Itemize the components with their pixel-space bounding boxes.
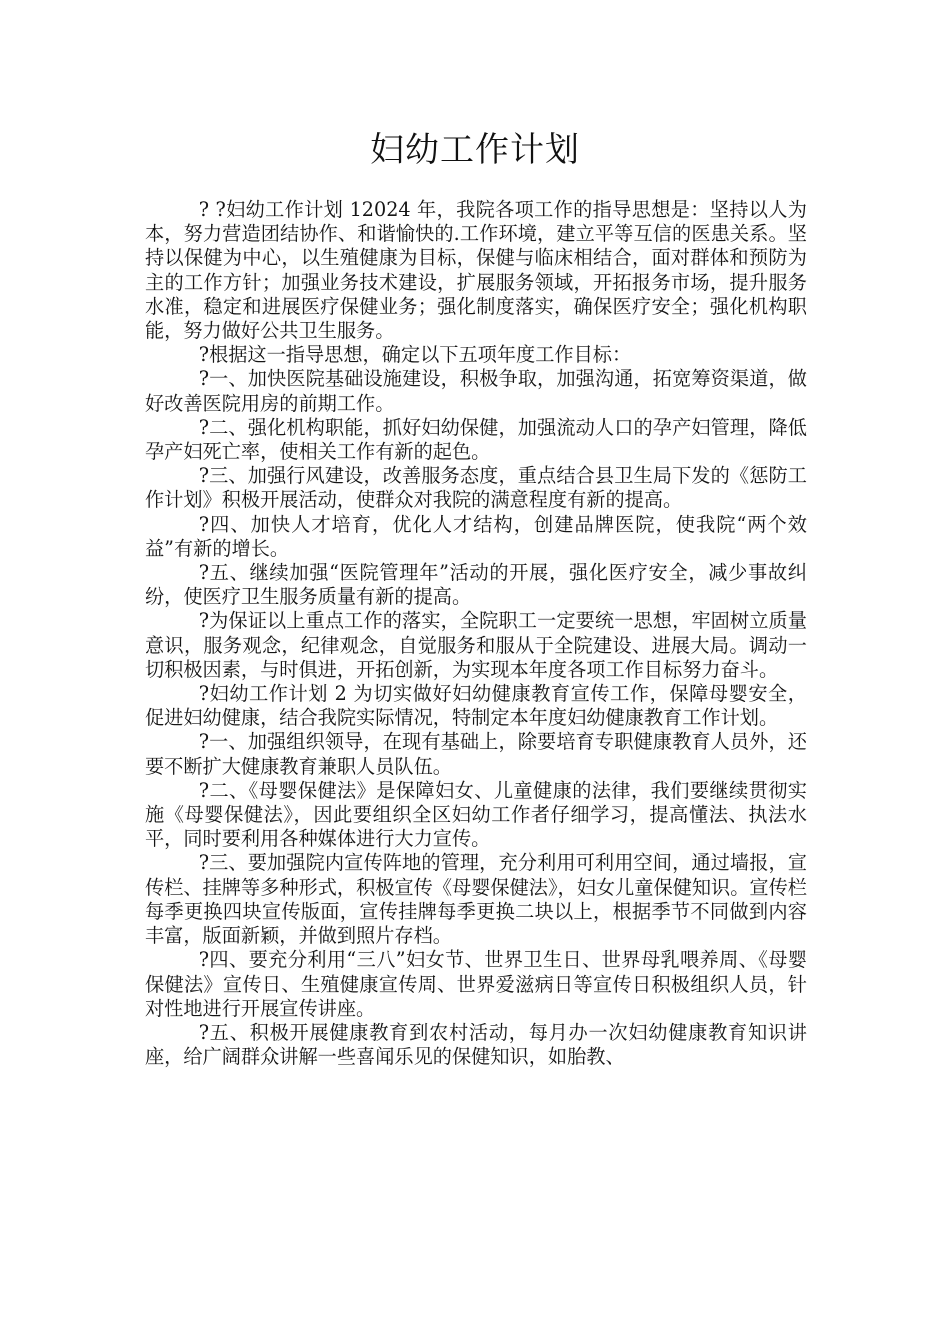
body-paragraph: ?二、《母婴保健法》是保障妇女、儿童健康的法律，我们要继续贯彻实施《母婴保健法》，因此要组织全区妇幼工作者仔细学习，提高懂法、执法水平，同时要利用各种媒体进行大力宣传。 — [145, 778, 807, 851]
body-paragraph: ?根据这一指导思想，确定以下五项年度工作目标： — [198, 343, 632, 367]
body-paragraph: ?四、加快人才培育，优化人才结构，创建品牌医院，使我院“两个效益”有新的增长。 — [145, 512, 807, 560]
body-paragraph: ?为保证以上重点工作的落实，全院职工一定要统一思想，牢固树立质量意识，服务观念，纪律观念，自觉服务和服从于全院建设、进展大局。调动一切积极因素，与时俱进，开拓创新，为实现本年度各项工作目标努力奋斗。 — [145, 609, 807, 681]
document-title: 妇幼工作计划 — [370, 130, 580, 170]
body-paragraph: ?五、积极开展健康教育到农村活动，每月办一次妇幼健康教育知识讲座，给广阔群众讲解一些喜闻乐见的保健知识，如胎教、 — [145, 1020, 807, 1069]
body-paragraph: ?妇幼工作计划 2 为切实做好妇幼健康教育宣传工作，保障母婴安全，促进妇幼健康，结合我院实际情况，特制定本年度妇幼健康教育工作计划。 — [145, 682, 807, 730]
body-paragraph: ?一、加快医院基础设施建设，积极争取，加强沟通，拓宽筹资渠道，做好改善医院用房的前期工作。 — [145, 367, 807, 415]
body-paragraph: ?一、加强组织领导，在现有基础上，除要培育专职健康教育人员外，还要不断扩大健康教育兼职人员队伍。 — [145, 730, 807, 778]
document-body — [145, 198, 807, 1069]
body-paragraph: ?三、加强行风建设，改善服务态度，重点结合县卫生局下发的《惩防工作计划》积极开展活动，使群众对我院的满意程度有新的提高。 — [145, 464, 807, 512]
body-paragraph: ? ?妇幼工作计划 12024 年，我院各项工作的指导思想是：坚持以人为本，努力营造团结协作、和谐愉快的.工作环境，建立平等互信的医患关系。坚持以保健为中心，以生殖健康为目标，保健与临床相结合，面对群体和预防为主的工作方针；加强业务技术建设，扩展服务领域，开拓报务市场，提升服务水准，稳定和进展医疗保健业务；强化制度落实，确保医疗安全；强化机构职能，努力做好公共卫生服务。 — [145, 198, 807, 343]
body-paragraph: ?三、要加强院内宣传阵地的管理，充分利用可利用空间，通过墙报，宣传栏、挂牌等多种形式，积极宣传《母婴保健法》，妇女儿童保健知识。宣传栏每季更换四块宣传版面，宣传挂牌每季更换二块以上，根据季节不同做到内容丰富，版面新颖，并做到照片存档。 — [145, 851, 807, 948]
body-paragraph: ?四、要充分利用“三八”妇女节、世界卫生日、世界母乳喂养周、《母婴保健法》宣传日、生殖健康宣传周、世界爱滋病日等宣传日积极组织人员，针对性地进行开展宣传讲座。 — [145, 948, 807, 1020]
body-paragraph: ?五、继续加强“医院管理年”活动的开展，强化医疗安全，减少事故纠纷，使医疗卫生服务质量有新的提高。 — [145, 561, 807, 609]
body-paragraph: ?二、强化机构职能，抓好妇幼保健，加强流动人口的孕产妇管理，降低孕产妇死亡率，使相关工作有新的起色。 — [145, 415, 807, 464]
